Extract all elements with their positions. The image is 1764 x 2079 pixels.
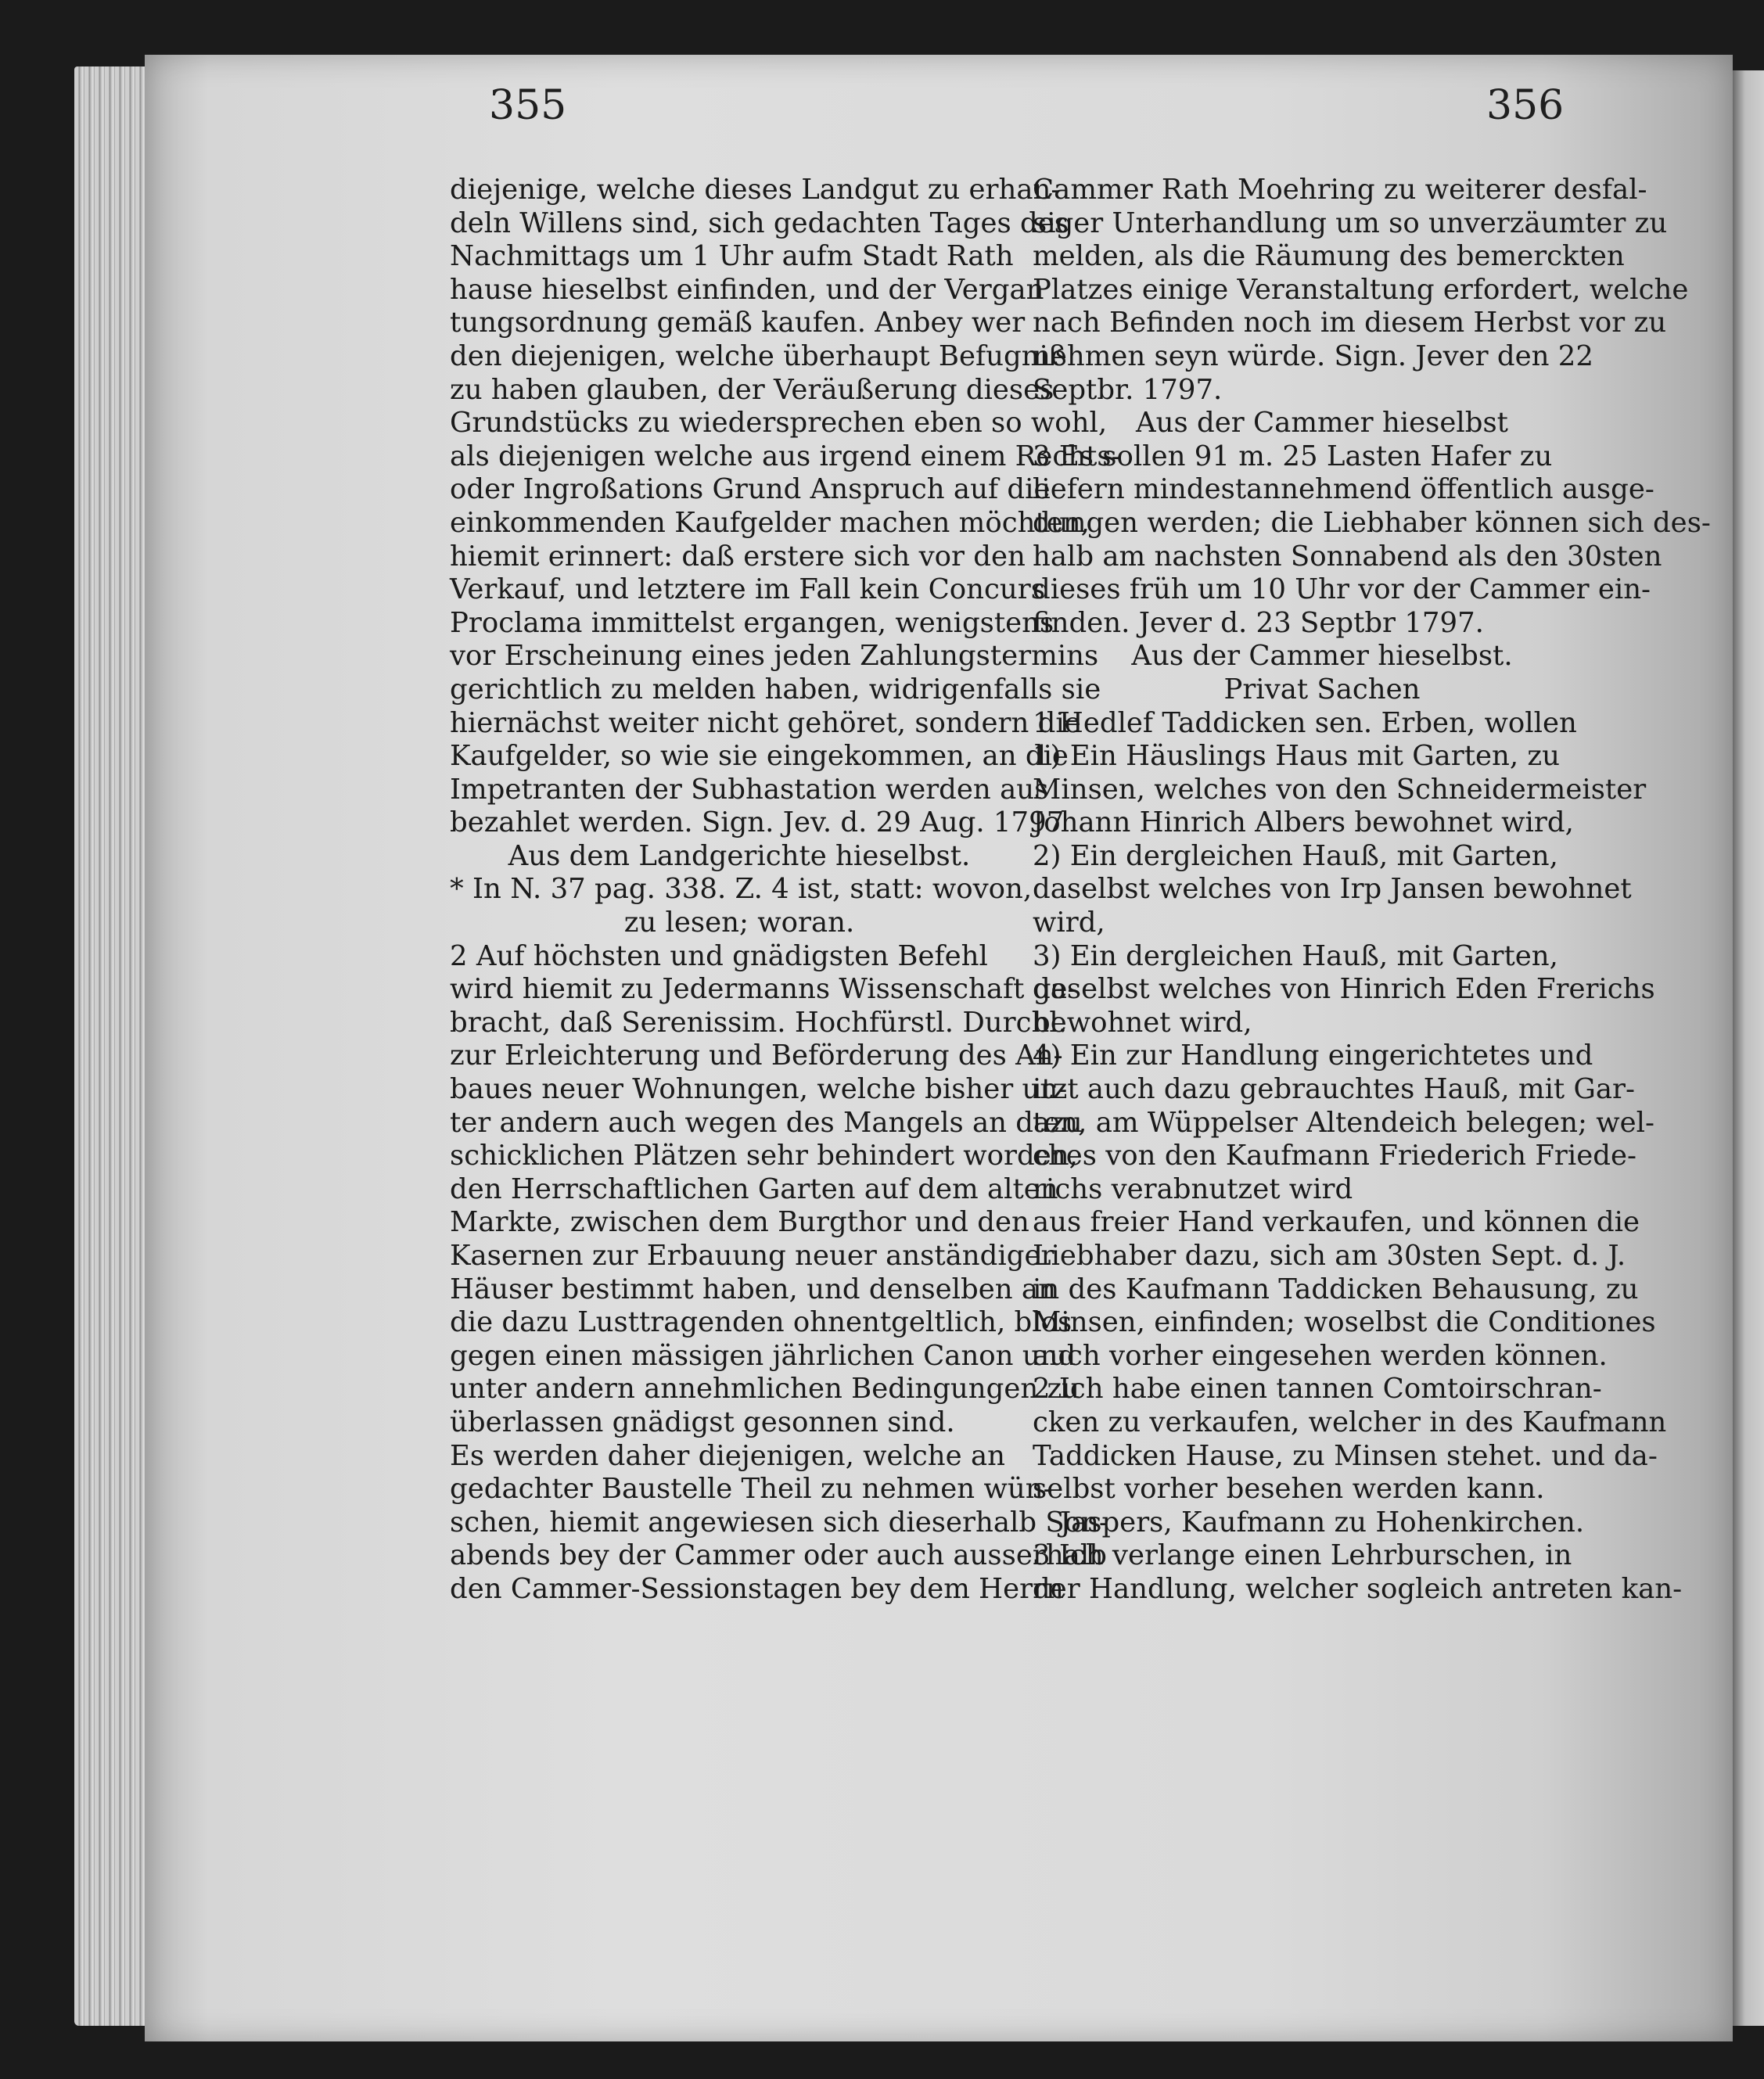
right-text-line: in des Kaufmann Taddicken Behausung, zu <box>1033 1273 1639 1305</box>
right-text-line: Liebhaber dazu, sich am 30sten Sept. d. J. <box>1033 1240 1626 1272</box>
right-text-line: 2) Ein dergleichen Hauß, mit Garten, <box>1033 839 1558 872</box>
right-text-line: 4) Ein zur Handlung eingerichtetes und <box>1033 1040 1593 1072</box>
left-text-line: Verkauf, und letztere im Fall kein Concurs <box>450 573 1045 606</box>
left-text-line: Es werden daher diejenigen, welche an <box>450 1439 1005 1472</box>
right-text-line: ten, am Wüppelser Altendeich belegen; wel- <box>1033 1106 1654 1139</box>
right-text-line: Privat Sachen <box>1223 673 1421 706</box>
left-text-line: hause hieselbst einfinden, und der Vergan <box>450 273 1044 306</box>
right-page-text <box>1033 174 1711 1607</box>
right-text-line: daselbst welches von Hinrich Eden Frerichs <box>1033 973 1655 1006</box>
left-text-line: gedachter Baustelle Theil zu nehmen wün- <box>450 1473 1053 1506</box>
left-page-text <box>450 174 1121 1607</box>
left-text-line: Häuser bestimmt haben, und denselben an <box>450 1273 1056 1305</box>
right-text-line: selbst vorher besehen werden kann. <box>1033 1473 1545 1506</box>
left-text-line: Markte, zwischen dem Burgthor und den <box>450 1206 1029 1239</box>
right-text-line: melden, als die Räumung des bemerckten <box>1033 240 1625 273</box>
right-page-gutter <box>1733 70 1764 2026</box>
right-text-line: 2 Ich habe einen tannen Comtoirschran- <box>1033 1373 1602 1406</box>
right-text-line: aus freier Hand verkaufen, und können die <box>1033 1206 1640 1239</box>
left-text-line: den Herrschaftlichen Garten auf dem alten <box>450 1172 1058 1205</box>
right-text-line: itzt auch dazu gebrauchtes Hauß, mit Gar- <box>1033 1073 1635 1106</box>
left-text-line: die dazu Lusttragenden ohnentgeltlich, blos <box>450 1306 1072 1339</box>
right-text-line: richs verabnutzet wird <box>1033 1172 1353 1205</box>
left-text-line: wird hiemit zu Jedermanns Wissenschaft ge- <box>450 973 1077 1006</box>
page-number-right: 356 <box>1486 82 1565 129</box>
right-text-line: wird, <box>1033 907 1105 939</box>
right-text-line: halb am nachsten Sonnabend als den 30sten <box>1033 540 1662 573</box>
right-text-line: ches von den Kaufmann Friederich Friede- <box>1033 1140 1636 1172</box>
right-text-line: Minsen, welches von den Schneidermeister <box>1033 773 1647 806</box>
page-edges <box>74 66 149 2026</box>
right-text-line: finden. Jever d. 23 Septbr 1797. <box>1033 606 1484 639</box>
right-text-line: auch vorher eingesehen werden können. <box>1033 1339 1608 1372</box>
left-text-line: hiernächst weiter nicht gehöret, sondern die <box>450 706 1081 739</box>
left-text-line: hiemit erinnert: daß erstere sich vor den <box>450 540 1026 573</box>
left-text-line: baues neuer Wohnungen, welche bisher un- <box>450 1073 1068 1106</box>
right-text-line: Aus der Cammer hieselbst. <box>1131 640 1513 673</box>
left-text-line: tungsordnung gemäß kaufen. Anbey wer <box>450 307 1026 339</box>
page-number-left: 355 <box>489 82 567 129</box>
left-text-line: * In N. 37 pag. 338. Z. 4 ist, statt: wovon, <box>450 873 1033 906</box>
left-text-line: Grundstücks zu wiedersprechen eben so wohl, <box>450 407 1108 440</box>
left-text-line: Kaufgelder, so wie sie eingekommen, an die <box>450 740 1069 773</box>
left-text-line: einkommenden Kaufgelder machen möchten, <box>450 506 1090 539</box>
right-text-line: bewohnet wird, <box>1033 1006 1252 1039</box>
left-text-line: zur Erleichterung und Beförderung des An- <box>450 1040 1063 1072</box>
right-text-line: nach Befinden noch im diesem Herbst vor zu <box>1033 307 1667 339</box>
left-text-line: 2 Auf höchsten und gnädigsten Befehl <box>450 939 988 972</box>
right-text-line: 3 Es sollen 91 m. 25 Lasten Hafer zu <box>1033 440 1553 472</box>
left-text-line: Nachmittags um 1 Uhr aufm Stadt Rath <box>450 240 1014 273</box>
left-text-line: vor Erscheinung eines jeden Zahlungstermins <box>450 640 1099 673</box>
left-text-line: diejenige, welche dieses Landgut zu erhan- <box>450 174 1061 206</box>
right-text-line: siger Unterhandlung um so unverzäumter zu <box>1033 206 1668 239</box>
right-text-line: der Handlung, welcher sogleich antreten kan- <box>1033 1572 1683 1605</box>
left-text-line: gegen einen mässigen jährlichen Canon und <box>450 1339 1076 1372</box>
right-text-line: Platzes einige Veranstaltung erfordert, welche <box>1033 273 1689 306</box>
left-text-line: unter andern annehmlichen Bedingungen zu <box>450 1373 1080 1406</box>
right-text-line: Septbr. 1797. <box>1033 373 1223 406</box>
right-text-line: Cammer Rath Moehring zu weiterer desfal- <box>1033 174 1647 206</box>
right-text-line: Johann Hinrich Albers bewohnet wird, <box>1033 806 1574 839</box>
left-text-line: oder Ingroßations Grund Anspruch auf die <box>450 473 1051 506</box>
left-text-line: schicklichen Plätzen sehr behindert worden, <box>450 1140 1078 1172</box>
left-text-line: den diejenigen, welche überhaupt Befugniß <box>450 339 1067 372</box>
left-text-line: gerichtlich zu melden haben, widrigenfalls sie <box>450 673 1101 706</box>
left-text-line: den Cammer-Sessionstagen bey dem Herrn <box>450 1572 1064 1605</box>
left-text-line: zu lesen; woran. <box>623 907 855 939</box>
right-text-line: nehmen seyn würde. Sign. Jever den 22 <box>1033 339 1593 372</box>
right-text-line: Aus der Cammer hieselbst <box>1136 407 1508 440</box>
right-text-line: 3 Ich verlange einen Lehrburschen, in <box>1033 1539 1572 1572</box>
left-text-line: abends bey der Cammer oder auch ausserhalb <box>450 1539 1107 1572</box>
right-text-line: daselbst welches von Irp Jansen bewohnet <box>1033 873 1632 906</box>
right-text-line: dungen werden; die Liebhaber können sich des- <box>1033 506 1711 539</box>
right-text-line: cken zu verkaufen, welcher in des Kaufmann <box>1033 1406 1667 1438</box>
left-text-line: bracht, daß Serenissim. Hochfürstl. Durchl. <box>450 1006 1068 1039</box>
right-text-line: Jaspers, Kaufmann zu Hohenkirchen. <box>1059 1506 1585 1539</box>
left-text-line: Aus dem Landgerichte hieselbst. <box>508 839 971 872</box>
left-text-line: zu haben glauben, der Veräußerung dieses <box>450 373 1054 406</box>
right-text-line: 1 Hedlef Taddicken sen. Erben, wollen <box>1033 706 1577 739</box>
left-text-line: ter andern auch wegen des Mangels an dazu <box>450 1106 1083 1139</box>
left-text-line: schen, hiemit angewiesen sich dieserhalb Son- <box>450 1506 1108 1539</box>
left-text-line: überlassen gnädigst gesonnen sind. <box>450 1406 955 1438</box>
right-text-line: 1) Ein Häuslings Haus mit Garten, zu <box>1033 740 1560 773</box>
right-text-line: Minsen, einfinden; woselbst die Conditiones <box>1033 1306 1656 1339</box>
left-text-line: Impetranten der Subhastation werden aus <box>450 773 1049 806</box>
left-text-line: als diejenigen welche aus irgend einem Rechts- <box>450 440 1121 472</box>
left-text-line: deln Willens sind, sich gedachten Tages des <box>450 206 1069 239</box>
right-text-line: 3) Ein dergleichen Hauß, mit Garten, <box>1033 939 1558 972</box>
left-text-line: Kasernen zur Erbauung neuer anständiger <box>450 1240 1054 1272</box>
left-text-line: bezahlet werden. Sign. Jev. d. 29 Aug. 1797 <box>450 806 1065 839</box>
left-text-line: Proclama immittelst ergangen, wenigstens <box>450 606 1054 639</box>
right-text-line: dieses früh um 10 Uhr vor der Cammer ein- <box>1033 573 1651 606</box>
right-text-line: liefern mindestannehmend öffentlich ausge- <box>1033 473 1654 506</box>
right-text-line: Taddicken Hause, zu Minsen stehet. und da- <box>1033 1439 1658 1472</box>
